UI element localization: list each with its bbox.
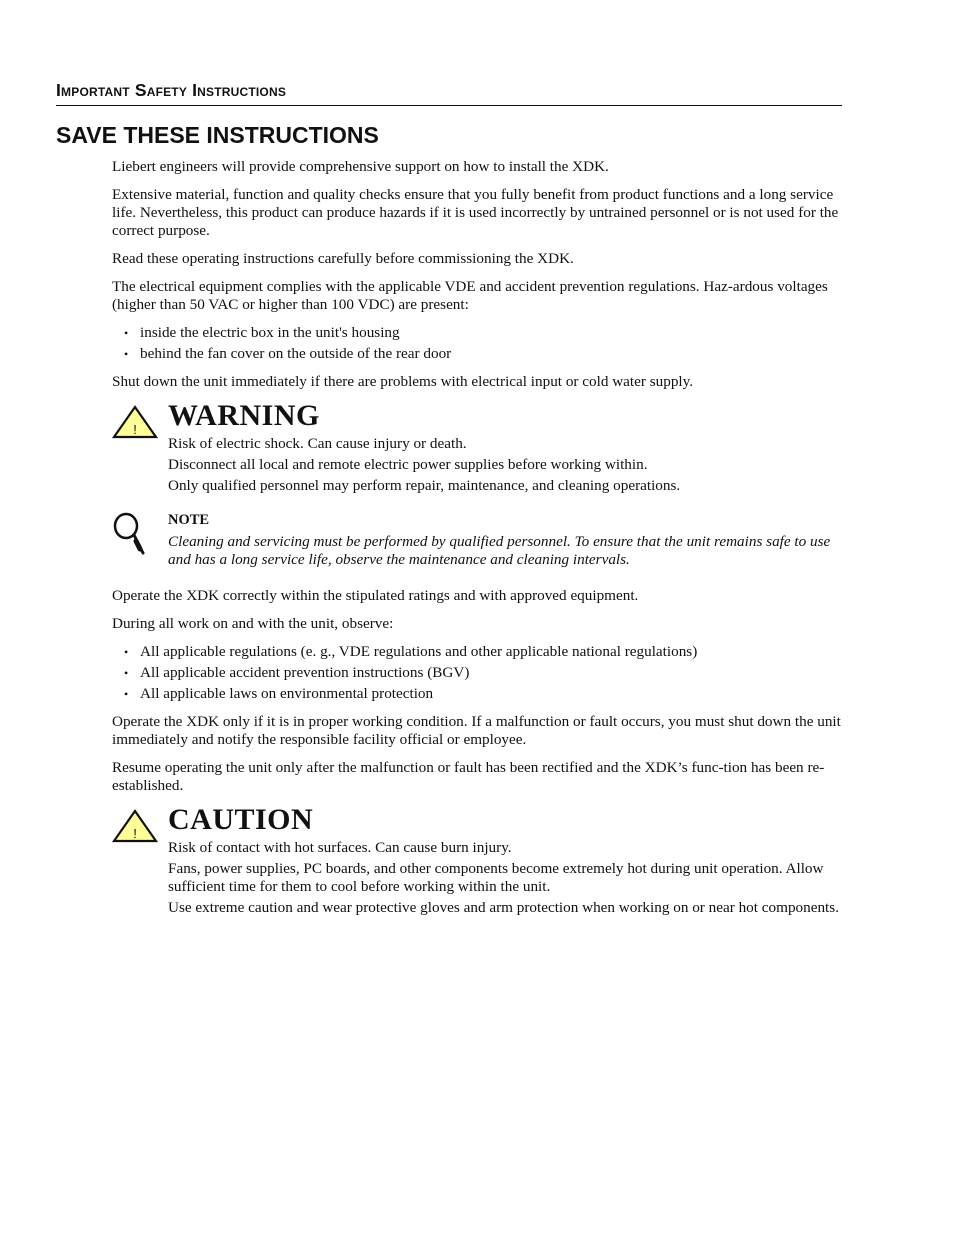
- list-item-text: All applicable accident prevention instructions (BGV): [140, 664, 470, 681]
- caution-line: Fans, power supplies, PC boards, and other components become extremely hot during unit operation. Allow sufficient time for them to cool before working within the unit.: [168, 860, 824, 895]
- working-condition-paragraph: Operate the XDK only if it is in proper working condition. If a malfunction or fault occurs, you must shut down the unit immediately and notify the responsible facility official or employee.: [112, 713, 841, 748]
- warning-line: Disconnect all local and remote electric power supplies before working within.: [168, 456, 648, 473]
- bullet-icon: •: [124, 687, 129, 701]
- resume-paragraph: Resume operating the unit only after the malfunction or fault has been rectified and the XDK’s func-tion has been re-established.: [112, 759, 825, 794]
- list-item: [112, 685, 844, 703]
- caution-callout: [112, 805, 844, 917]
- warning-title: WARNING: [168, 399, 320, 432]
- svg-text:!: !: [133, 826, 137, 841]
- bullet-icon: •: [124, 666, 129, 680]
- warning-line: Only qualified personnel may perform repair, maintenance, and cleaning operations.: [168, 477, 681, 494]
- shutdown-paragraph: Shut down the unit immediately if there are problems with electrical input or cold water supply.: [112, 373, 694, 390]
- note-body: Cleaning and servicing must be performed by qualified personnel. To ensure that the unit remains safe to use and has a long service life, observe the maintenance and cleaning intervals.: [168, 533, 831, 568]
- list-item: [112, 664, 844, 682]
- bullet-icon: •: [124, 645, 129, 659]
- magnifier-icon: [112, 511, 148, 562]
- caution-line: Use extreme caution and wear protective gloves and arm protection when working on or near hot components.: [168, 899, 839, 916]
- warning-triangle-icon: [112, 405, 158, 444]
- list-item-text: behind the fan cover on the outside of the rear door: [140, 345, 452, 362]
- quality-paragraph: Extensive material, function and quality checks ensure that you fully benefit from product functions and a long service life. Nevertheless, this product can produce hazards if it is used incorrectly by untrained personnel or is not used for the correct purpose.: [112, 186, 839, 239]
- running-header: Important Safety Instructions: [56, 80, 842, 106]
- read-instructions-paragraph: Read these operating instructions carefully before commissioning the XDK.: [112, 250, 574, 267]
- svg-text:!: !: [133, 422, 137, 437]
- warning-triangle-icon: [112, 809, 158, 848]
- list-item: [112, 345, 844, 363]
- list-item-text: All applicable laws on environmental protection: [140, 685, 434, 702]
- intro-paragraph: Liebert engineers will provide comprehensive support on how to install the XDK.: [112, 158, 609, 175]
- voltage-list: [112, 324, 844, 363]
- page-content: [112, 158, 844, 927]
- warning-callout: [112, 401, 844, 495]
- note-callout: [112, 511, 844, 569]
- warning-line: Risk of electric shock. Can cause injury or death.: [168, 435, 467, 452]
- note-title: NOTE: [168, 512, 210, 528]
- bullet-icon: •: [124, 326, 129, 340]
- caution-title: CAUTION: [168, 803, 314, 836]
- operate-paragraph: Operate the XDK correctly within the stipulated ratings and with approved equipment.: [112, 587, 639, 604]
- list-item-text: inside the electric box in the unit's housing: [140, 324, 400, 341]
- list-item-text: All applicable regulations (e. g., VDE regulations and other applicable national regulations): [140, 643, 698, 660]
- observe-list: [112, 643, 844, 703]
- bullet-icon: •: [124, 347, 129, 361]
- list-item: [112, 324, 844, 342]
- observe-paragraph: During all work on and with the unit, observe:: [112, 615, 394, 632]
- list-item: [112, 643, 844, 661]
- electrical-paragraph: The electrical equipment complies with the applicable VDE and accident prevention regulations. Haz-ardous voltages (higher than 50 VAC or higher than 100 VDC) are present:: [112, 278, 828, 313]
- section-title: SAVE THESE INSTRUCTIONS: [56, 122, 379, 148]
- caution-line: Risk of contact with hot surfaces. Can cause burn injury.: [168, 839, 512, 856]
